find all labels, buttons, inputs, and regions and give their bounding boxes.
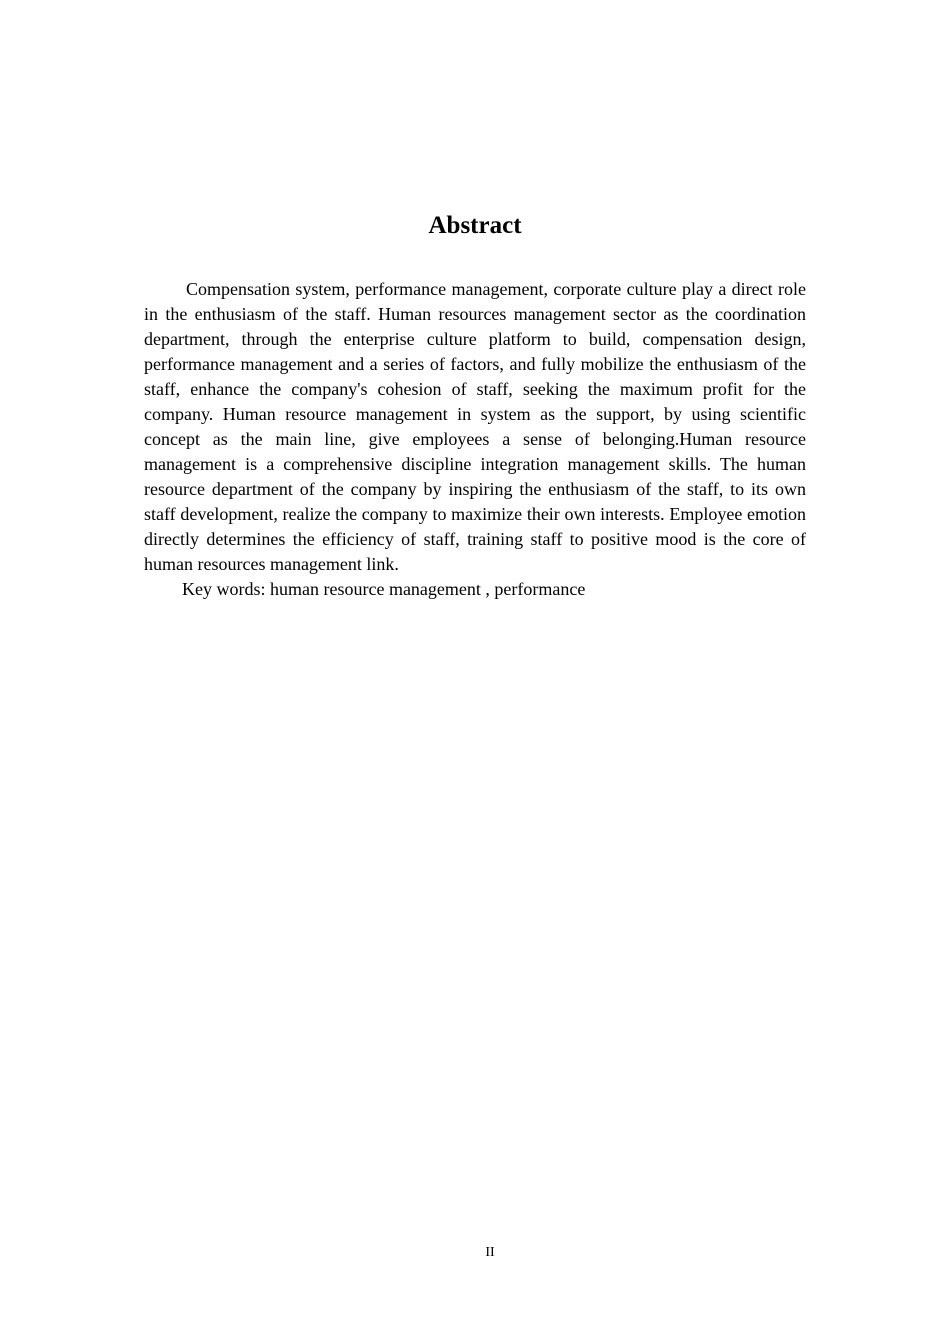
- abstract-body: [144, 277, 806, 602]
- page-number: II: [485, 1245, 495, 1260]
- keywords-line: Key words: human resource management , performance: [182, 579, 586, 599]
- abstract-title: Abstract: [428, 212, 522, 239]
- abstract-paragraph: Compensation system, performance management, corporate culture play a direct role in the enthusiasm of the staff. Human resources management sector as the coordination department, through the enterprise culture platform to build, compensation design, performance management and a series of factors, and fully mobilize the enthusiasm of the staff, enhance the company's cohesion of staff, seeking the maximum profit for the company. Human resource management in system as the support, by using scientific concept as the main line, give employees a sense of belonging.Human resource management is a comprehensive discipline integration management skills. The human resource department of the company by inspiring the enthusiasm of the staff, to its own staff development, realize the company to maximize their own interests. Employee emotion directly determines the efficiency of staff, training staff to positive mood is the core of human resources management link.: [144, 279, 806, 574]
